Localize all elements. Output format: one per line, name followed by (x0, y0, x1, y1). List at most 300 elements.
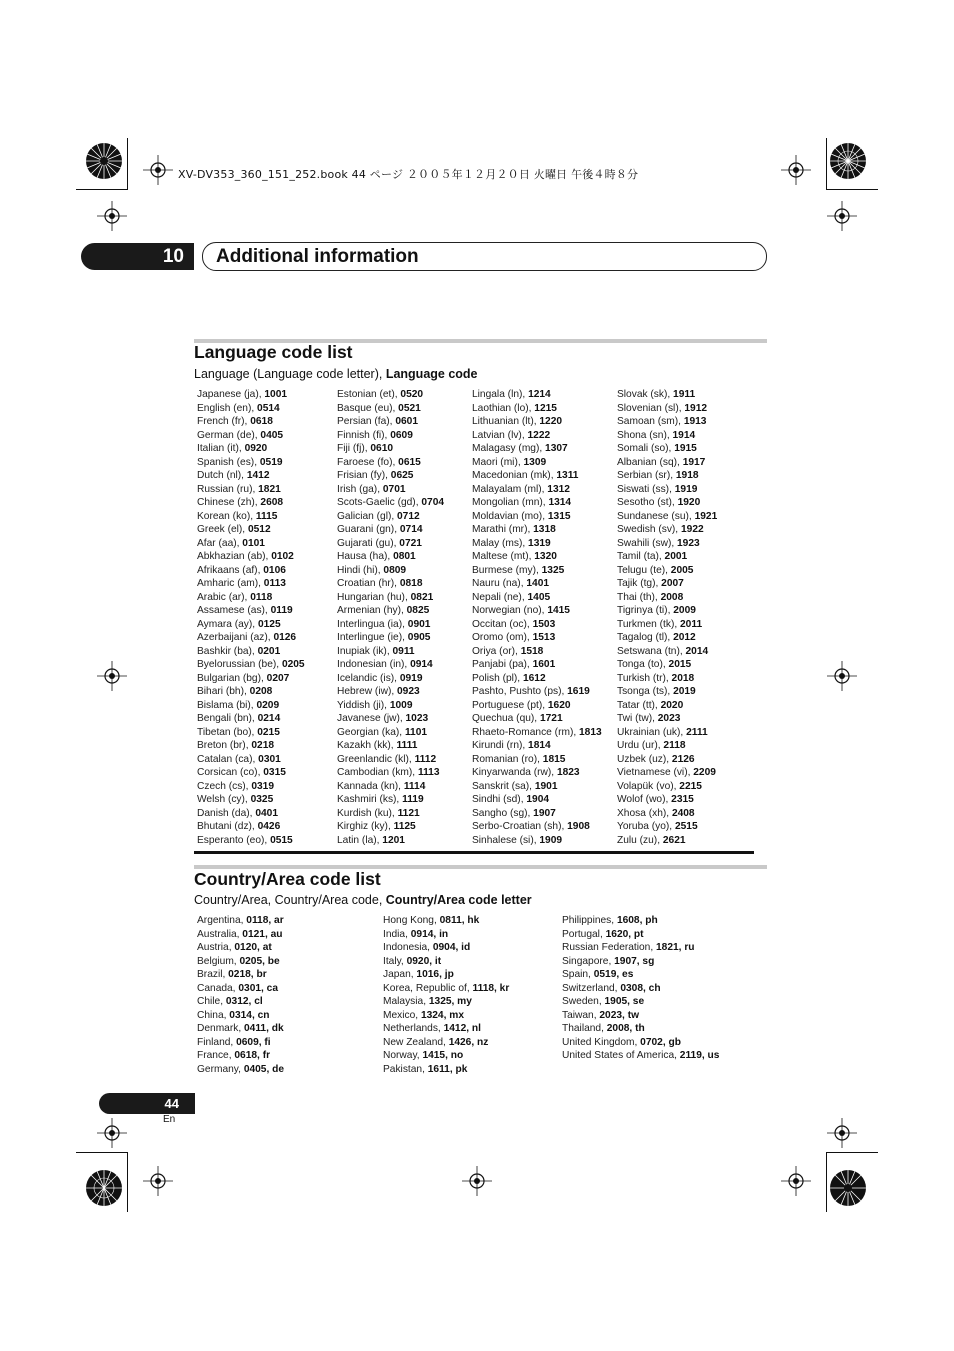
entry-name: Swedish (sv), (617, 524, 681, 535)
list-item (337, 807, 444, 821)
entry-code: 1325 (541, 564, 565, 576)
entry-code: 0218 (251, 740, 275, 751)
entry-code: 1201 (382, 834, 405, 846)
entry-name: Siswati (ss), (617, 483, 675, 495)
entry-name: Laothian (lo), (472, 402, 535, 414)
list-item (472, 766, 602, 780)
entry-name: Thai (th), (617, 591, 661, 603)
list-item (562, 928, 719, 942)
list-item (472, 429, 602, 443)
entry-code: 1912 (684, 402, 708, 414)
list-item (472, 483, 602, 497)
entry-name: Assamese (as), (197, 605, 271, 616)
entry-name: Tsonga (ts), (617, 686, 674, 697)
list-item (562, 1022, 719, 1036)
entry-code: 0426 (257, 821, 281, 832)
crop-line (127, 1152, 128, 1212)
entry-name: Arabic (ar), (197, 591, 251, 603)
entry-name: Albanian (sq), (617, 456, 683, 468)
crop-line (826, 1152, 878, 1153)
list-item (472, 820, 602, 834)
list-item (617, 456, 717, 470)
entry-name: Norwegian (no), (472, 605, 548, 616)
entry-name: Finnish (fi), (337, 429, 391, 441)
entry-name: Philippines, (562, 915, 617, 926)
entry-code: 1918 (675, 470, 699, 481)
entry-name: Scots-Gaelic (gd), (337, 497, 422, 508)
entry-code: 2023, tw (599, 1009, 640, 1021)
entry-name: Korea, Republic of, (383, 982, 473, 994)
entry-code: 1215 (534, 402, 557, 414)
list-item (197, 712, 305, 726)
entry-name: Panjabi (pa), (472, 659, 533, 670)
entry-name: Icelandic (is), (337, 672, 400, 684)
entry-name: Sinhalese (si), (472, 834, 540, 846)
list-item (337, 618, 444, 632)
list-item (197, 1049, 284, 1063)
entry-name: Irish (ga), (337, 483, 383, 495)
entry-name: Portuguese (pt), (472, 699, 548, 711)
entry-code: 1401 (526, 578, 550, 589)
list-item (337, 429, 444, 443)
list-item (472, 469, 602, 483)
entry-code: 0904, id (432, 942, 471, 953)
entry-name: Afar (aa), (197, 537, 243, 549)
entry-name: Taiwan, (562, 1009, 600, 1021)
crosshair-mark-left-middle (97, 661, 127, 691)
entry-name: Estonian (et), (337, 389, 401, 400)
entry-code: 0914, in (410, 928, 449, 940)
entry-name: Moldavian (mo), (472, 510, 548, 522)
list-item (383, 941, 509, 955)
list-item (197, 1009, 284, 1023)
entry-code: 1113 (417, 767, 440, 778)
language-column-1 (197, 388, 305, 847)
entry-name: Afrikaans (af), (197, 564, 264, 576)
list-item (197, 672, 305, 686)
list-item (472, 631, 602, 645)
entry-name: Indonesia, (383, 942, 433, 953)
list-item (197, 753, 305, 767)
list-item (617, 739, 717, 753)
entry-name: Norway, (383, 1050, 423, 1061)
entry-code: 1920 (677, 497, 701, 508)
entry-name: Danish (da), (197, 807, 256, 819)
entry-name: Tamil (ta), (617, 551, 665, 562)
entry-code: 2009 (673, 605, 696, 616)
crop-line (76, 189, 128, 190)
list-item (472, 780, 602, 794)
entry-name: Oromo (om), (472, 632, 533, 643)
entry-code: 1319 (528, 537, 551, 549)
list-item (617, 699, 717, 713)
list-item (337, 496, 444, 510)
entry-code: 0601 (395, 416, 418, 427)
entry-code: 0920, it (406, 955, 442, 967)
entry-name: Tonga (to), (617, 659, 669, 670)
entry-name: Kazakh (kk), (337, 740, 397, 751)
sunburst-mark-bottom-left (84, 1168, 124, 1208)
list-item (337, 469, 444, 483)
entry-code: 1311 (556, 470, 579, 481)
entry-code: 0714 (399, 524, 423, 535)
entry-name: Twi (tw), (617, 713, 658, 724)
list-item (617, 483, 717, 497)
list-item (337, 793, 444, 807)
entry-name: Shona (sn), (617, 429, 673, 441)
list-item (562, 955, 719, 969)
crop-line (76, 1152, 128, 1153)
entry-code: 1009 (389, 699, 413, 711)
list-item (383, 928, 509, 942)
language-column-4 (617, 388, 717, 847)
entry-code: 1320 (534, 551, 557, 562)
list-item (197, 941, 284, 955)
entry-name: Kirghiz (ky), (337, 821, 394, 832)
entry-code: 0118, ar (246, 915, 284, 926)
entry-code: 0519, es (593, 969, 634, 980)
entry-name: Austria, (197, 942, 235, 953)
entry-name: Kannada (kn), (337, 780, 404, 792)
entry-code: 2209 (693, 767, 716, 778)
entry-code: 0301, ca (238, 982, 279, 994)
entry-code: 1923 (677, 537, 700, 549)
entry-code: 1112 (414, 753, 437, 765)
list-item (337, 699, 444, 713)
entry-code: 1415 (547, 605, 570, 616)
entry-name: Swahili (sw), (617, 537, 678, 549)
entry-name: Faroese (fo), (337, 456, 399, 468)
entry-name: Lithuanian (lt), (472, 416, 540, 427)
entry-code: 0521 (398, 402, 421, 414)
crosshair-mark-bottom-right (781, 1166, 811, 1196)
list-item (472, 685, 602, 699)
entry-name: German (de), (197, 429, 261, 441)
entry-code: 0314, cn (229, 1009, 270, 1021)
entry-name: Pashto, Pushto (ps), (472, 686, 568, 697)
entry-name: Turkish (tr), (617, 672, 672, 684)
entry-name: Bislama (bi), (197, 699, 257, 711)
list-item (197, 537, 305, 551)
list-item (197, 1022, 284, 1036)
entry-name: Australia, (197, 928, 243, 940)
entry-name: Macedonian (mk), (472, 470, 557, 481)
entry-name: Indonesian (in), (337, 659, 411, 670)
list-item (197, 739, 305, 753)
entry-code: 0405, de (243, 1063, 285, 1075)
entry-code: 1905, se (604, 996, 645, 1007)
entry-name: Bihari (bh), (197, 686, 250, 697)
entry-name: Urdu (ur), (617, 740, 664, 751)
entry-code: 1114 (403, 780, 426, 792)
entry-code: 1919 (674, 483, 698, 495)
entry-code: 2023 (657, 713, 681, 724)
list-item (383, 1009, 509, 1023)
entry-code: 0319 (251, 780, 275, 792)
entry-name: Amharic (am), (197, 578, 264, 589)
list-item (472, 442, 602, 456)
entry-code: 0118 (250, 591, 273, 603)
entry-name: Serbian (sr), (617, 470, 676, 481)
subtitle-bold: Language code (385, 367, 478, 381)
entry-code: 0120, at (234, 942, 272, 953)
entry-code: 1312 (547, 483, 570, 495)
entry-name: Latvian (lv), (472, 429, 528, 441)
entry-name: Persian (fa), (337, 416, 396, 427)
entry-code: 1914 (672, 429, 696, 441)
entry-name: Malagasy (mg), (472, 443, 546, 454)
list-item (617, 820, 717, 834)
crosshair-mark-right-upper (827, 201, 857, 231)
entry-code: 0919 (399, 672, 423, 684)
language-section-subtitle (194, 367, 478, 381)
entry-name: Brazil, (197, 969, 229, 980)
entry-name: Burmese (my), (472, 564, 542, 576)
entry-name: Armenian (hy), (337, 605, 407, 616)
entry-code: 1909 (539, 834, 563, 846)
entry-code: 2408 (671, 807, 695, 819)
entry-code: 2015 (668, 659, 692, 670)
list-item (472, 604, 602, 618)
entry-name: Oriya (or), (472, 645, 521, 657)
entry-code: 0207 (266, 672, 290, 684)
list-item (197, 415, 305, 429)
entry-code: 0712 (397, 510, 420, 522)
list-item (562, 941, 719, 955)
entry-code: 2011 (680, 618, 703, 630)
entry-name: Byelorussian (be), (197, 659, 282, 670)
list-item (472, 564, 602, 578)
entry-name: Kurdish (ku), (337, 807, 398, 819)
entry-code: 0920 (244, 443, 268, 454)
entry-name: Portugal, (562, 928, 606, 940)
crop-line (826, 1152, 827, 1212)
sunburst-mark-bottom-right (828, 1168, 868, 1208)
entry-code: 0218, br (228, 969, 267, 980)
list-item (383, 995, 509, 1009)
subtitle-plain: Language (Language code letter), (194, 367, 386, 381)
subtitle-bold: Country/Area code letter (385, 893, 532, 907)
entry-code: 0609 (390, 429, 413, 441)
entry-code: 2005 (670, 564, 694, 576)
entry-name: Malay (ms), (472, 537, 529, 549)
entry-name: Hindi (hi), (337, 564, 384, 576)
entry-name: China, (197, 1009, 230, 1021)
entry-code: 1426, nz (448, 1036, 489, 1048)
list-item (337, 537, 444, 551)
entry-name: Malaysia, (383, 996, 429, 1007)
list-item (617, 726, 717, 740)
entry-code: 0704 (421, 497, 445, 508)
list-item (617, 780, 717, 794)
list-item (472, 577, 602, 591)
entry-code: 0911 (392, 645, 415, 657)
entry-code: 1415, no (422, 1050, 464, 1061)
entry-code: 0121, au (242, 928, 283, 940)
entry-code: 0519 (259, 456, 283, 468)
entry-code: 2126 (671, 753, 695, 765)
country-column-2 (383, 914, 509, 1076)
entry-code: 0825 (406, 605, 430, 616)
entry-code: 0615 (398, 456, 421, 468)
entry-code: 1412, nl (443, 1023, 481, 1034)
entry-code: 1721 (539, 713, 563, 724)
entry-code: 1318 (533, 524, 556, 535)
entry-code: 1612 (522, 672, 546, 684)
entry-name: Volapük (vo), (617, 780, 680, 792)
list-item (617, 672, 717, 686)
chapter-title: Additional information (202, 242, 767, 271)
entry-name: Yoruba (yo), (617, 821, 675, 832)
entry-code: 2001 (664, 551, 688, 562)
entry-code: 2020 (660, 699, 684, 711)
entry-code: 1222 (527, 429, 551, 441)
entry-name: Esperanto (eo), (197, 834, 271, 846)
entry-code: 1911 (673, 389, 696, 400)
entry-name: Switzerland, (562, 982, 621, 994)
entry-code: 1821, ru (656, 942, 695, 953)
list-item (197, 820, 305, 834)
entry-code: 1608, ph (616, 915, 658, 926)
entry-name: Netherlands, (383, 1023, 444, 1034)
entry-code: 0312, cl (225, 996, 263, 1007)
entry-name: Vietnamese (vi), (617, 767, 694, 778)
list-item (472, 807, 602, 821)
entry-code: 0905 (407, 632, 431, 643)
list-item (617, 618, 717, 632)
list-item (337, 523, 444, 537)
entry-name: Maori (mi), (472, 456, 524, 468)
entry-name: Xhosa (xh), (617, 807, 672, 819)
entry-name: Germany, (197, 1063, 244, 1075)
entry-name: Hebrew (iw), (337, 686, 398, 697)
list-item (197, 496, 305, 510)
entry-name: Slovak (sk), (617, 389, 674, 400)
list-item (617, 577, 717, 591)
entry-name: Quechua (qu), (472, 713, 540, 724)
list-item (337, 739, 444, 753)
list-item (617, 712, 717, 726)
entry-name: Mongolian (mn), (472, 497, 549, 508)
list-item (617, 591, 717, 605)
page-number: 44 (99, 1093, 195, 1114)
list-item (617, 807, 717, 821)
list-item (337, 564, 444, 578)
list-item (617, 388, 717, 402)
entry-code: 1214 (528, 389, 551, 400)
list-item (197, 955, 284, 969)
list-item (617, 834, 717, 848)
crosshair-mark-right-lower (827, 1118, 857, 1148)
entry-code: 2007 (661, 578, 684, 589)
entry-name: Setswana (tn), (617, 645, 686, 657)
entry-code: 2014 (685, 645, 709, 657)
list-item (337, 766, 444, 780)
country-section-subtitle (194, 893, 532, 907)
list-item (383, 968, 509, 982)
list-item (197, 780, 305, 794)
sunburst-mark-top-right (828, 141, 868, 181)
entry-code: 0512 (247, 524, 271, 535)
entry-code: 0618, fr (234, 1050, 271, 1061)
entry-code: 1620, pt (605, 928, 644, 940)
entry-code: 0101 (242, 537, 265, 549)
list-item (197, 604, 305, 618)
entry-code: 1309 (523, 456, 547, 468)
entry-code: 0126 (273, 632, 297, 643)
entry-name: Lingala (ln), (472, 389, 529, 400)
entry-name: Japanese (ja), (197, 389, 265, 400)
list-item (337, 483, 444, 497)
entry-name: Romanian (ro), (472, 753, 543, 765)
entry-code: 1815 (542, 753, 566, 765)
entry-name: Croatian (hr), (337, 578, 400, 589)
entry-code: 1115 (255, 510, 278, 522)
list-item (472, 523, 602, 537)
entry-code: 1917 (682, 456, 706, 468)
list-item (197, 429, 305, 443)
crosshair-mark-left-upper (97, 201, 127, 231)
list-item (337, 388, 444, 402)
entry-code: 0701 (382, 483, 406, 495)
list-item (337, 442, 444, 456)
entry-code: 1814 (528, 740, 551, 751)
list-item (617, 510, 717, 524)
entry-code: 2111 (686, 726, 708, 738)
list-item (197, 402, 305, 416)
list-item (197, 591, 305, 605)
list-item (617, 658, 717, 672)
entry-code: 0514 (257, 402, 280, 414)
list-item (472, 618, 602, 632)
list-item (617, 793, 717, 807)
entry-name: United Kingdom, (562, 1036, 641, 1048)
entry-name: Azerbaijani (az), (197, 632, 274, 643)
page-language: En (163, 1114, 176, 1125)
list-item (383, 1036, 509, 1050)
entry-code: 0405 (260, 429, 284, 441)
list-item (197, 618, 305, 632)
list-item (383, 1049, 509, 1063)
entry-name: Kirundi (rn), (472, 740, 529, 751)
entry-code: 2315 (671, 794, 694, 805)
entry-name: Malayalam (ml), (472, 483, 548, 495)
list-item (197, 469, 305, 483)
entry-name: Greek (el), (197, 524, 248, 535)
entry-name: Denmark, (197, 1023, 244, 1034)
list-item (197, 834, 305, 848)
entry-name: Finland, (197, 1036, 237, 1048)
language-section-title: Language code list (194, 342, 353, 362)
entry-code: 1921 (694, 510, 718, 522)
list-item (617, 766, 717, 780)
entry-code: 1220 (539, 416, 563, 427)
entry-code: 2008, th (606, 1023, 645, 1034)
entry-name: Japan, (383, 969, 417, 980)
list-item (197, 995, 284, 1009)
crosshair-mark-bottom-left (143, 1166, 173, 1196)
list-item (337, 591, 444, 605)
entry-code: 1913 (683, 416, 707, 427)
entry-code: 0609, fi (236, 1036, 271, 1048)
language-column-3 (472, 388, 602, 847)
entry-name: Catalan (ca), (197, 753, 259, 765)
list-item (617, 523, 717, 537)
entry-code: 0102 (271, 551, 294, 562)
entry-name: Kashmiri (ks), (337, 794, 403, 805)
entry-name: Chile, (197, 996, 226, 1007)
entry-code: 0301 (258, 753, 281, 765)
